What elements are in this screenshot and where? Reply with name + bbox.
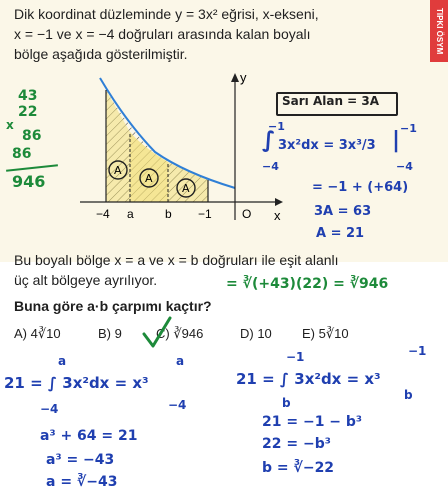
tick-a: a — [127, 207, 134, 221]
option-c[interactable]: C) ∛946 — [156, 326, 204, 341]
question-line-2: x = −1 ve x = −4 doğruları arasında kalan boyalı — [14, 26, 311, 42]
hw-right-upper: −1 — [286, 350, 305, 364]
hw-cube-root: = ∛(+43)(22) = ∛946 — [226, 276, 389, 292]
hw-step3: A = 21 — [316, 226, 365, 241]
origin-label: O — [242, 207, 252, 221]
x-axis-label: x — [274, 208, 281, 223]
option-e[interactable]: E) 5∛10 — [302, 326, 349, 341]
hw-eval-upper: −1 — [400, 122, 417, 135]
hw-left-upper: a — [58, 354, 67, 368]
tick-b: b — [165, 207, 172, 221]
subregion-2 — [130, 132, 168, 202]
tick-minus4: −4 — [96, 207, 110, 221]
integral-region-graph — [70, 70, 290, 230]
hw-mult-86a: 86 — [22, 128, 42, 144]
hw-right-s1: 21 = −1 − b³ — [262, 414, 363, 430]
y-axis-label: y — [240, 70, 247, 85]
hw-left-lower-eval: −4 — [168, 398, 187, 412]
hw-right-upper-eval: −1 — [408, 344, 427, 358]
question-line-3: bölge aşağıda gösterilmiştir. — [14, 46, 188, 62]
option-b[interactable]: B) 9 — [98, 326, 122, 341]
hw-mult-43: 43 — [18, 88, 38, 104]
hw-int-body: 3x²dx = 3x³/3 — [278, 138, 376, 153]
question-prompt: Buna göre a·b çarpımı kaçtır? — [14, 298, 212, 314]
region-label-3: A — [182, 182, 190, 195]
hw-right-s2: 22 = −b³ — [262, 436, 331, 452]
hw-left-s3: a = ∛−43 — [46, 474, 118, 490]
tick-minus1: −1 — [198, 207, 212, 221]
hw-eval-bar: | — [392, 128, 401, 153]
hw-right-lower-eval: b — [404, 388, 413, 402]
hw-right-lower: b — [282, 396, 291, 410]
hw-right-s3: b = ∛−22 — [262, 460, 335, 476]
hw-left-s2: a³ = −43 — [46, 452, 115, 468]
hw-left-s1: a³ + 64 = 21 — [40, 428, 138, 444]
hw-mult-result: 946 — [12, 172, 46, 191]
hw-left-upper-eval: a — [176, 354, 185, 368]
hw-mult-22: 22 — [18, 104, 38, 120]
hw-step2: 3A = 63 — [314, 204, 372, 219]
hw-int-lower: −4 — [262, 160, 279, 173]
hw-left-eq: 21 = ∫ 3x²dx = x³ — [4, 374, 149, 392]
region-label-2: A — [145, 172, 153, 185]
question-line-1: Dik koordinat düzleminde y = 3x² eğrisi, x-ekseni, — [14, 6, 319, 22]
option-d[interactable]: D) 10 — [240, 326, 272, 341]
y-axis-arrow — [231, 73, 239, 82]
hw-left-lower: −4 — [40, 402, 59, 416]
hw-right-eq: 21 = ∫ 3x²dx = x³ — [236, 370, 381, 388]
hw-step1: = −1 + (+64) — [312, 180, 409, 195]
question-line-5: üç alt bölgeye ayrılıyor. — [14, 272, 158, 288]
hw-mult-86b: 86 — [12, 146, 32, 162]
question-line-4: Bu boyalı bölge x = a ve x = b doğruları ile eşit alanlı — [14, 252, 339, 268]
check-icon — [140, 314, 174, 352]
hw-area-title: Sarı Alan = 3A — [282, 94, 380, 108]
option-a[interactable]: A) 4∛10 — [14, 326, 61, 341]
hw-int-sign: ∫ — [262, 128, 276, 153]
hw-mult-x: x — [6, 118, 14, 132]
x-axis-arrow — [275, 198, 283, 206]
tipki-osym-badge: TIPKI ÖSYM — [430, 0, 448, 62]
hw-eval-lower: −4 — [396, 160, 413, 173]
hw-int-upper: −1 — [268, 120, 285, 133]
region-label-1: A — [114, 164, 122, 177]
